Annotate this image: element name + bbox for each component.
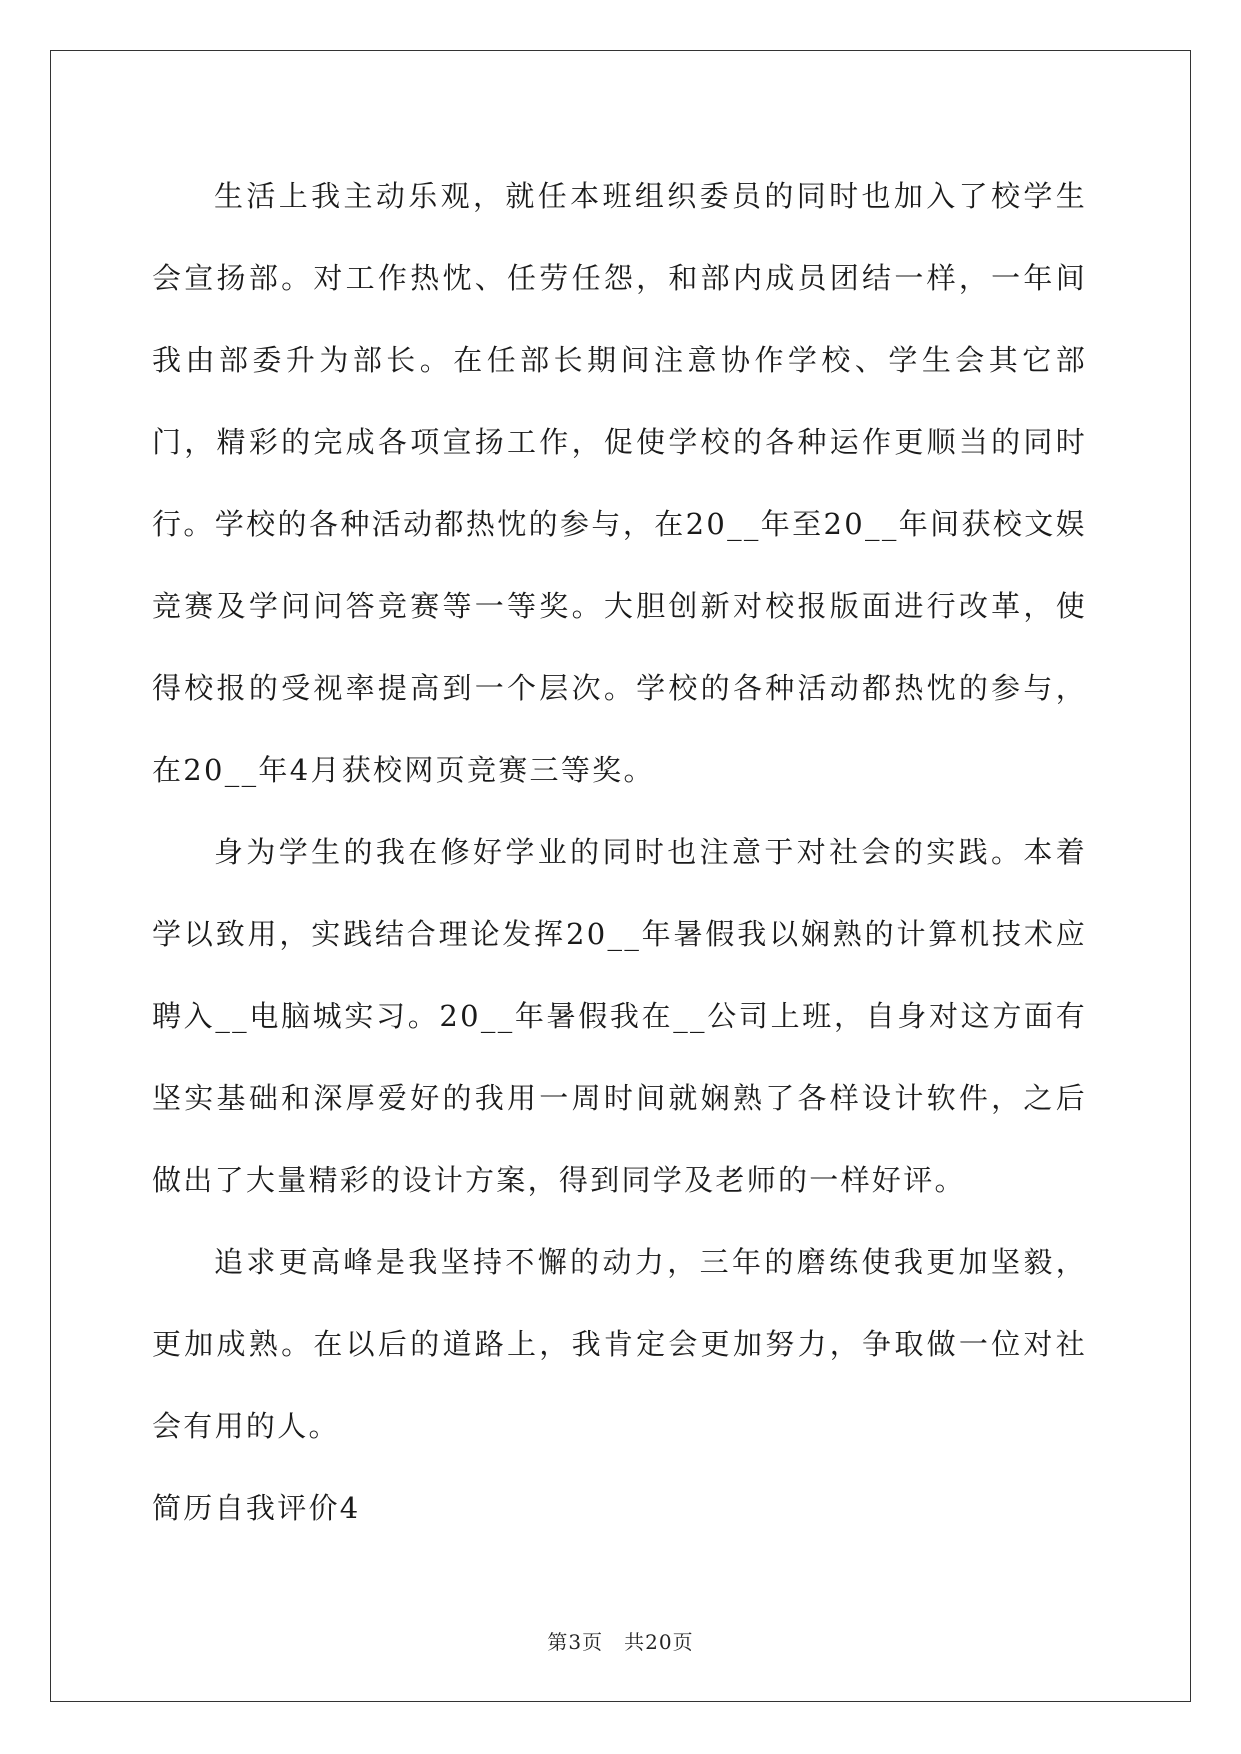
- paragraph-3: 追求更高峰是我坚持不懈的动力，三年的磨练使我更加坚毅，更加成熟。在以后的道路上，我肯定会更加努力，争取做一位对社会有用的人。: [152, 1245, 1087, 1443]
- document-body: [152, 155, 1087, 1549]
- paragraph-2: 身为学生的我在修好学业的同时也注意于对社会的实践。本着学以致用，实践结合理论发挥20__年暑假我以娴熟的计算机技术应聘入__电脑城实习。20__年暑假我在__公司上班，自身对这方面有坚实基础和深厚爱好的我用一周时间就娴熟了各样设计软件，之后做出了大量精彩的设计方案，得到同学及老师的一样好评。: [152, 835, 1087, 1197]
- section-heading: 简历自我评价4: [152, 1491, 361, 1525]
- page-number: 第3页 共20页: [547, 1630, 694, 1654]
- paragraph-1: 生活上我主动乐观，就任本班组织委员的同时也加入了校学生会宣扬部。对工作热忱、任劳任怨，和部内成员团结一样，一年间我由部委升为部长。在任部长期间注意协作学校、学生会其它部门，精彩的完成各项宣扬工作，促使学校的各种运作更顺当的同时行。学校的各种活动都热忱的参与，在20__年至20__年间获校文娱竞赛及学问问答竞赛等一等奖。大胆创新对校报版面进行改革，使得校报的受视率提高到一个层次。学校的各种活动都热忱的参与，在20__年4月获校网页竞赛三等奖。: [152, 179, 1087, 787]
